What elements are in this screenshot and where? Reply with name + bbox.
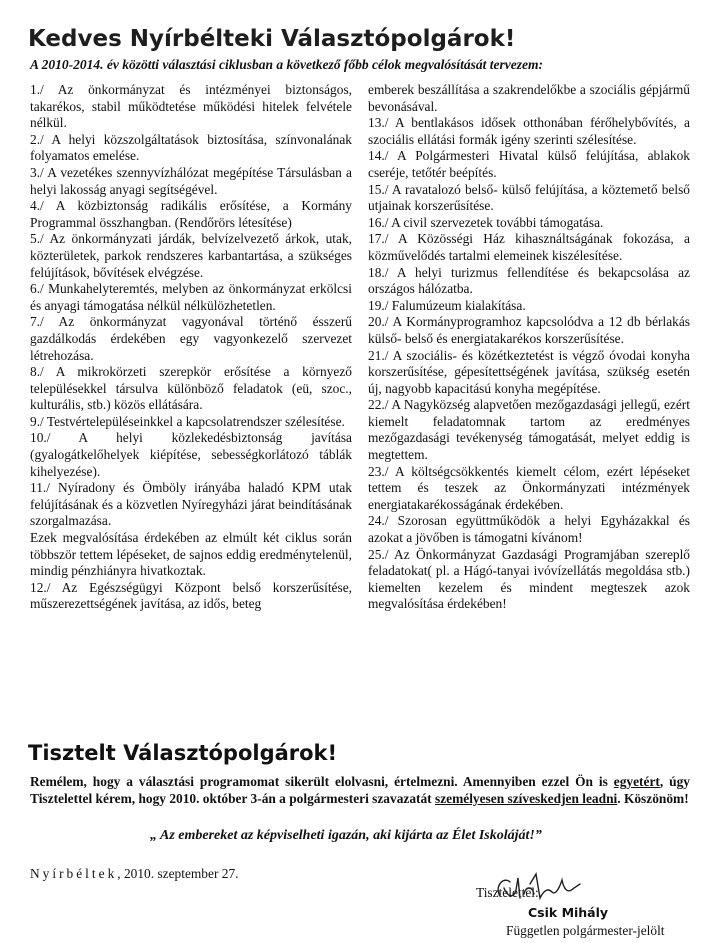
signer-name: Csik Mihály xyxy=(528,905,609,920)
closing-paragraph xyxy=(30,773,690,807)
closing-agree-text: egyetért xyxy=(613,774,660,789)
closing-personal-text: személyesen szíveskedjen leadni xyxy=(435,791,618,806)
list-item: 21./ A szociális- és közétkeztetést is végző óvodai konyha korszerűsítése, gépesítettségének javítása, szükség esetén új, nagyobb kapacitású konyha megépítése. xyxy=(368,347,690,396)
list-item: 4./ A közbiztonság radikális erősítése, a Kormány Programmal összhangban. (Rendőrörs létesítése) xyxy=(30,198,352,230)
page-title: Kedves Nyírbélteki Választópolgárok! xyxy=(28,26,516,52)
regards-label: Tisztelettel: xyxy=(476,885,539,900)
list-item: 19./ Falumúzeum kialakítása. xyxy=(368,297,526,313)
list-item: 11./ Nyíradony és Ömböly irányába haladó KPM utak felújításának és a közvetlen Nyíregyházi járat beindításának szorgalmazása. xyxy=(30,480,352,529)
list-item: 25./ Az Önkormányzat Gazdasági Programjában szereplő feladatokat( pl. a Hágó-tanyai ivóvízellátás megoldása stb.) kiemelten kezelem és mindent megteszek azok megvalósítása érdekében! xyxy=(368,546,690,612)
list-item: 7./ Az önkormányzat vagyonával történő ésszerű gazdálkodás érdekében egy vagyonkezelő szervezet létrehozása. xyxy=(30,314,352,363)
place-name: Nyírbéltek xyxy=(30,866,118,881)
closing-text: , úgy Tisztelettel kérem, hogy 2010. október 3-án a polgármesteri szavazatát xyxy=(30,774,690,806)
list-item: 15./ A ravatalozó belső- külső felújítása, a köztemető belső utjainak korszerűsítése. xyxy=(368,181,690,214)
list-item: 10./ A helyi közlekedésbiztonság javítása (gyalogátkelőhelyek kiépítése, sebességkorlátozó táblák kihelyezése). xyxy=(30,430,352,479)
goals-column-right xyxy=(368,82,690,613)
list-item: 24./ Szorosan együttműködök a helyi Egyházakkal és azokat a jövőben is támogatni kívánom! xyxy=(368,513,690,546)
list-item: 23./ A költségcsökkentés kiemelt célom, ezért lépéseket tettem és teszek az Önkormányzati intézmények energiatakarékosságának érdekében. xyxy=(368,463,690,512)
list-item: 1./ Az önkormányzat és intézményei biztonságos, takarékos, stabil működtetése működési hitelek felvétele nélkül. xyxy=(30,82,352,131)
list-item: 18./ A helyi turizmus fellendítése és bekapcsolása az országos hálózatba. xyxy=(368,264,690,297)
list-item: 20./ A Kormányprogramhoz kapcsolódva a 12 db bérlakás külső- belső és energiatakarékos korszerűsítése. xyxy=(368,314,690,346)
list-item: 12./ Az Egészségügyi Központ belső korszerűsítése, műszerezettségének javítása, az idős, beteg xyxy=(30,579,352,612)
list-item: 13./ A bentlakásos idősek otthonában férőhelybővítés, a szociális ellátási formák igény szerinti szélesítése. xyxy=(368,115,690,147)
list-item: emberek beszállítása a szakrendelőkbe a szociális gépjármű bevonásával. xyxy=(368,82,690,114)
list-item: 6./ Munkahelyteremtés, melyben az önkormányzat erkölcsi és anyagi támogatása nélkül nélkülözhetetlen. xyxy=(30,281,352,313)
list-item: 22./ A Nagyközség alapvetően mezőgazdasági jellegű, ezért kiemelt feladatomnak tartom az eredményes mezőgazdasági tevékenység támogatását, melyet eddig is megtettem. xyxy=(368,397,690,463)
signer-title: Független polgármester-jelölt xyxy=(506,923,665,938)
list-item: 8./ A mikrokörzeti szerepkör erősítése a környező településekkel társulva különböző feladatok (eü, szoc., kulturális, stb.) közös ellátására. xyxy=(30,364,352,413)
list-item: 5./ Az önkormányzati járdák, belvízelvezető árkok, utak, közterületek, parkok rendszeres karbantartása, a szükséges felújítások, bővítések elvégzése. xyxy=(30,231,352,280)
list-item: 3./ A vezetékes szennyvízhálózat megépítése Társulásban a helyi lakosság anyagi segítségével. xyxy=(30,164,352,197)
list-item: 16./ A civil szervezetek további támogatása. xyxy=(368,214,604,230)
closing-text: . Köszönöm! xyxy=(617,791,689,806)
closing-heading: Tisztelt Választópolgárok! xyxy=(28,741,338,765)
list-item: 17./ A Közösségi Ház kihasználtságának fokozása, a közművelődés tartalmi elemeinek kiszélesítése. xyxy=(368,231,690,263)
motto-quote: „ Az embereket az képviselheti igazán, aki kijárta az Élet Iskoláját!” xyxy=(150,828,542,843)
page-subtitle: A 2010-2014. év közötti választási ciklusban a következő főbb célok megvalósítását tervezem: xyxy=(30,57,543,72)
date-text: , 2010. szeptember 27. xyxy=(117,866,239,881)
goals-column-left xyxy=(30,82,352,613)
closing-text: Remélem, hogy a választási programomat sikerült elolvasni, értelmezni. Amennyiben ezzel Ön is xyxy=(30,774,614,789)
list-item: 2./ A helyi közszolgáltatások biztosítása, színvonalának folyamatos emelése. xyxy=(30,131,352,164)
list-item: 9./ Testvértelepüléseinkkel a kapcsolatrendszer szélesítése. xyxy=(30,413,345,429)
list-item: 14./ A Polgármesteri Hivatal külső felújítása, ablakok cseréje, tetőtér beépítés. xyxy=(368,148,690,180)
list-item: Ezek megvalósítása érdekében az elmúlt két ciklus során többször tettem lépéseket, de sajnos eddig eredménytelenül, mindig pénzhiányra hivatkoztak. xyxy=(30,530,352,579)
signature-image xyxy=(490,868,590,910)
place-date xyxy=(30,866,239,882)
